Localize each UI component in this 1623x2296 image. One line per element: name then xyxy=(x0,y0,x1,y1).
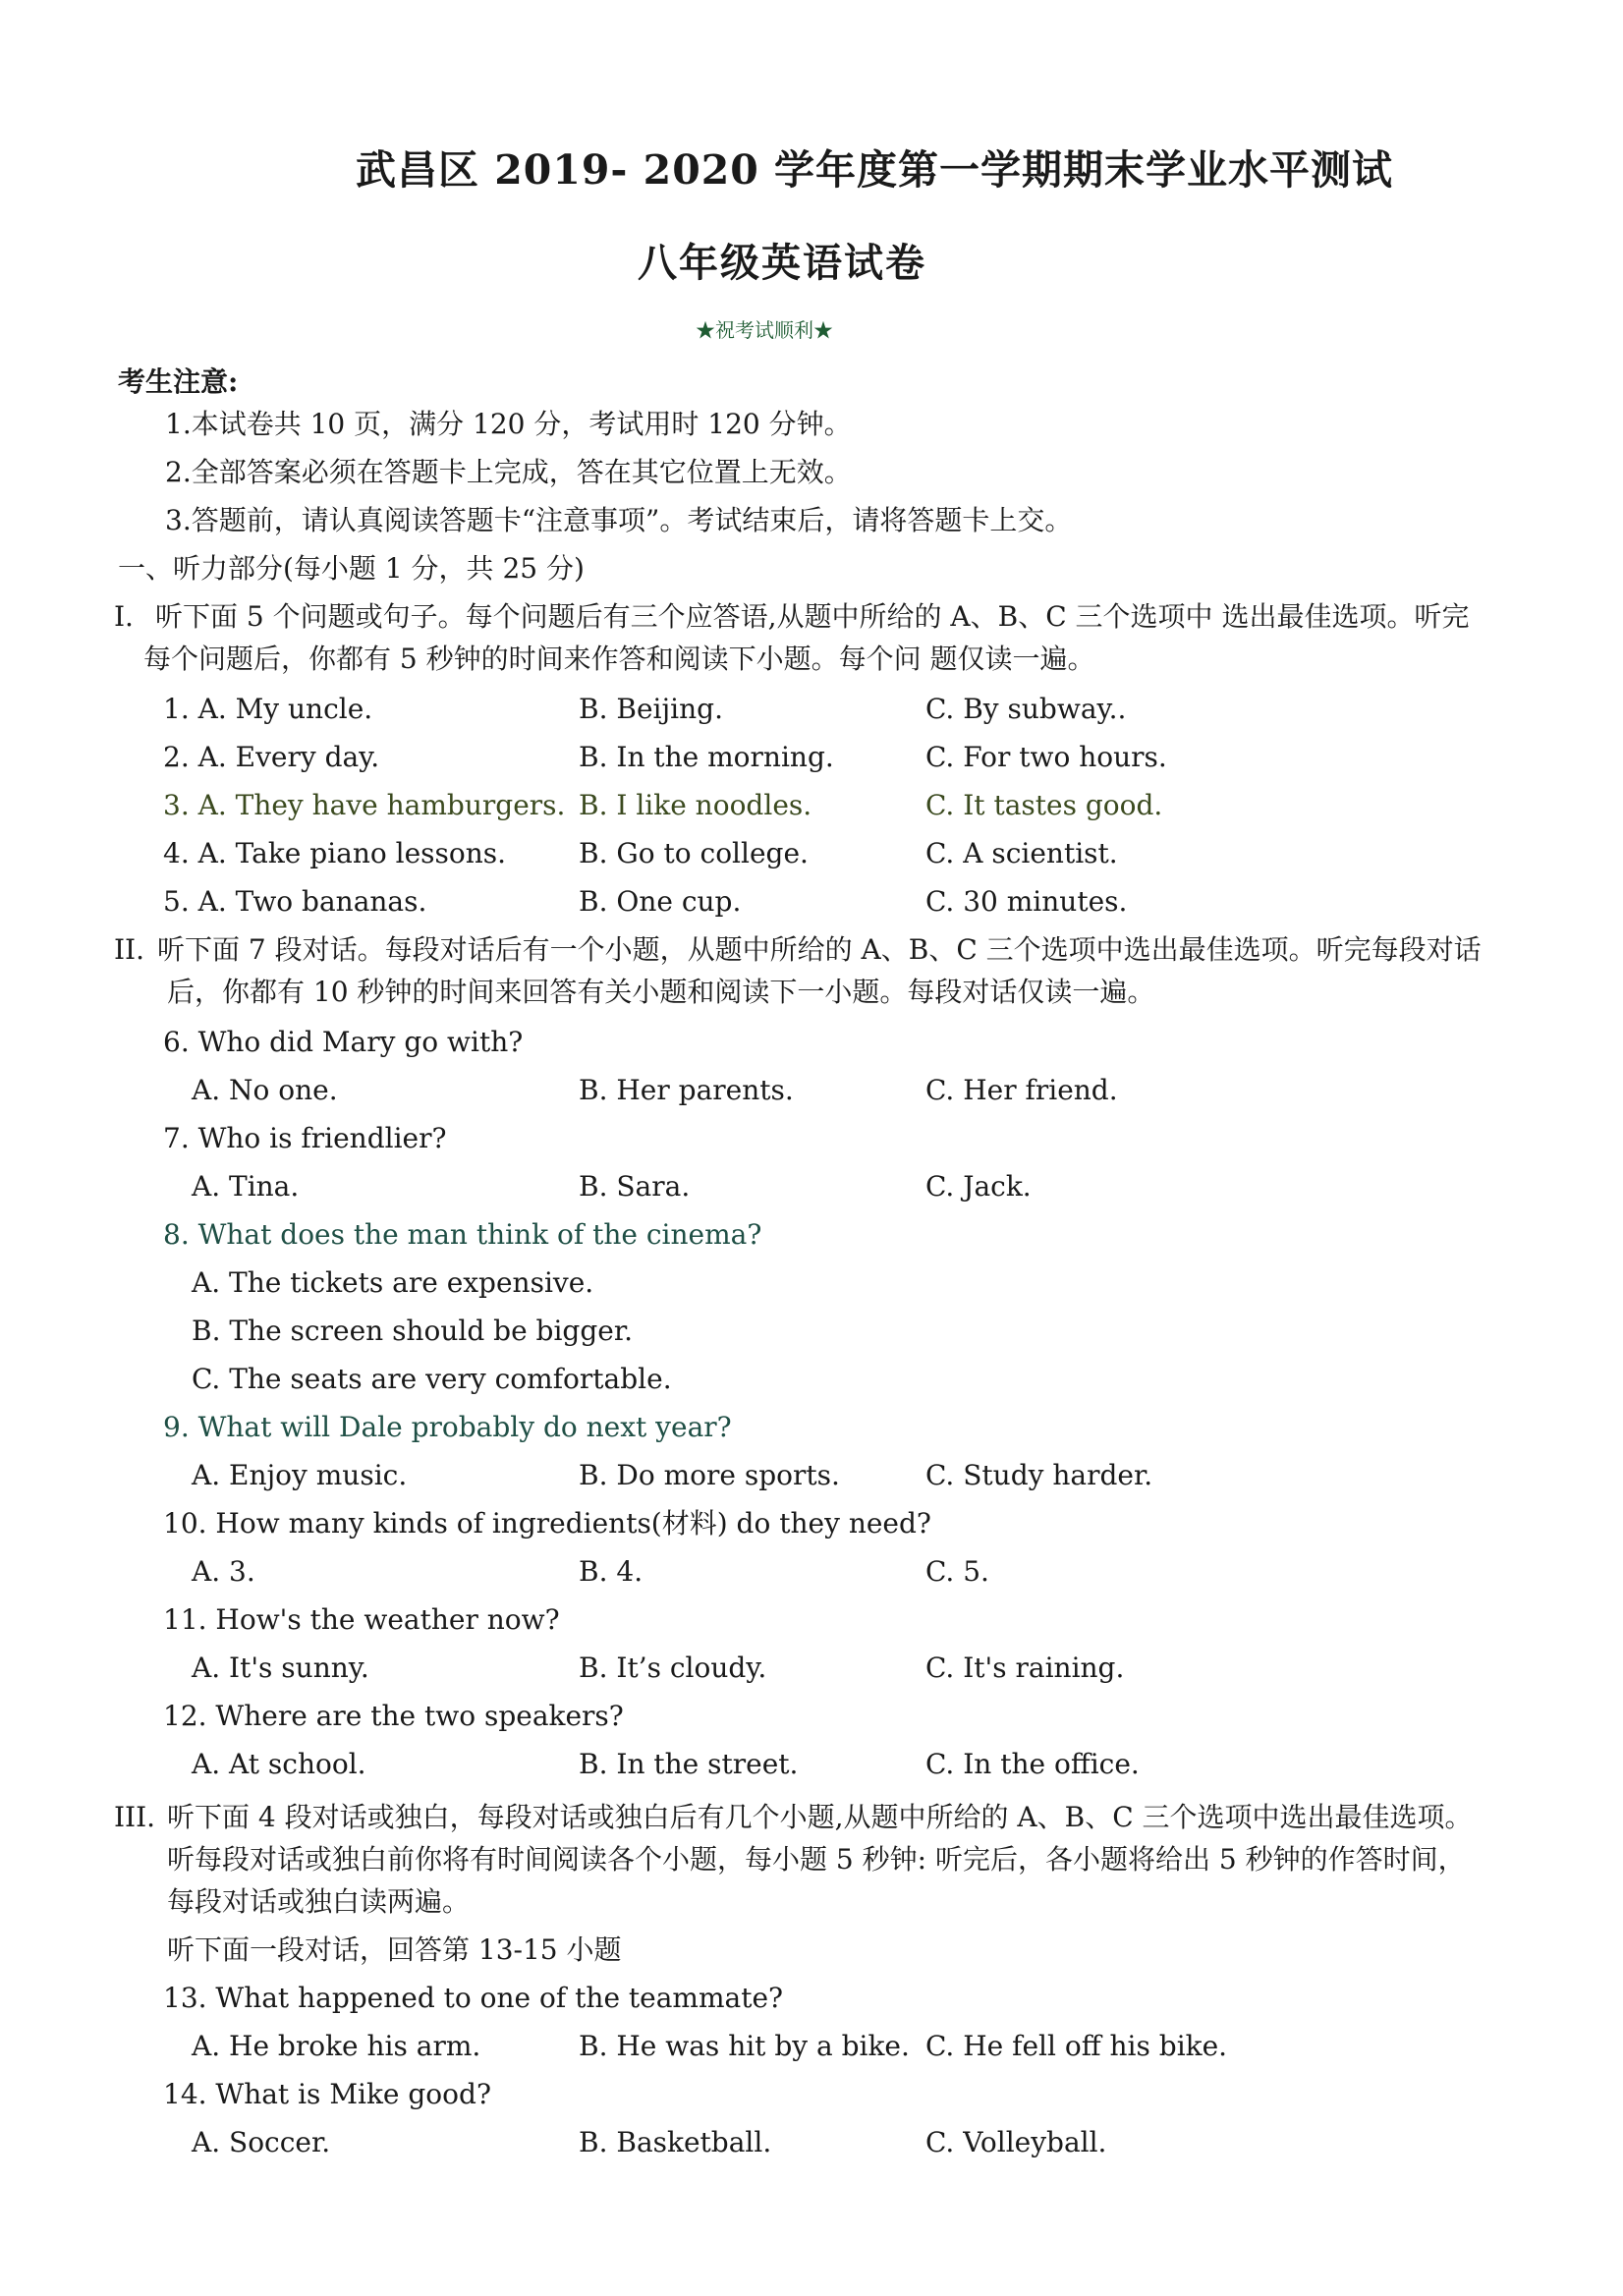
q11-option-c: C. It's raining. xyxy=(925,1652,1125,1684)
q9-question: 9. What will Dale probably do next year? xyxy=(163,1411,732,1443)
q8-option-a: A. The tickets are expensive. xyxy=(192,1266,594,1299)
q7-question: 7. Who is friendlier? xyxy=(163,1122,447,1154)
q12-question: 12. Where are the two speakers? xyxy=(163,1700,624,1732)
q13-option-b: B. He was hit by a bike. xyxy=(579,2030,910,2062)
q4-option-c: C. A scientist. xyxy=(925,837,1118,869)
q9-option-c: C. Study harder. xyxy=(925,1459,1153,1491)
q7-option-a: A. Tina. xyxy=(192,1170,300,1203)
q10-option-b: B. 4. xyxy=(579,1555,644,1588)
q11-question: 11. How's the weather now? xyxy=(163,1603,560,1636)
part3-instruction-line3: 每段对话或独白读两遍。 xyxy=(167,1885,471,1918)
q6-option-c: C. Her friend. xyxy=(925,1074,1118,1106)
q3-option-a: 3. A. They have hamburgers. xyxy=(163,789,566,821)
notice-item-3: 3.答题前，请认真阅读答题卡“注意事项”。考试结束后，请将答题卡上交。 xyxy=(165,504,1073,536)
notice-heading: 考生注意: xyxy=(118,365,239,398)
part3-label: III. xyxy=(114,1801,156,1833)
q2-option-a: 2. A. Every day. xyxy=(163,741,380,773)
q13-option-c: C. He fell off his bike. xyxy=(925,2030,1228,2062)
q10-question: 10. How many kinds of ingredients(材料) do they need? xyxy=(163,1507,931,1540)
q13-question: 13. What happened to one of the teammate? xyxy=(163,1982,784,2014)
q9-option-b: B. Do more sports. xyxy=(579,1459,840,1491)
q8-option-c: C. The seats are very comfortable. xyxy=(192,1363,672,1395)
part3-instruction-line1: 听下面 4 段对话或独白，每段对话或独白后有几个小题,从题中所给的 A、B、C 三个选项中选出最佳选项。 xyxy=(167,1801,1473,1833)
q7-option-c: C. Jack. xyxy=(925,1170,1032,1203)
notice-item-1: 1.本试卷共 10 页，满分 120 分，考试用时 120 分钟。 xyxy=(165,408,852,440)
exam-subtitle: 八年级英语试卷 xyxy=(638,240,926,286)
q5-option-a: 5. A. Two bananas. xyxy=(163,885,427,918)
q6-question: 6. Who did Mary go with? xyxy=(163,1026,524,1058)
q11-option-b: B. It’s cloudy. xyxy=(579,1652,767,1684)
part3-dialogue-intro: 听下面一段对话，回答第 13-15 小题 xyxy=(167,1933,622,1966)
q12-option-c: C. In the office. xyxy=(925,1748,1140,1780)
q1-option-a: 1. A. My uncle. xyxy=(163,693,373,725)
q12-option-b: B. In the street. xyxy=(579,1748,799,1780)
q5-option-b: B. One cup. xyxy=(579,885,742,918)
q14-option-a: A. Soccer. xyxy=(192,2126,331,2158)
q3-option-b: B. I like noodles. xyxy=(579,789,812,821)
q10-option-c: C. 5. xyxy=(925,1555,989,1588)
q10-option-a: A. 3. xyxy=(192,1555,255,1588)
q14-question: 14. What is Mike good? xyxy=(163,2078,491,2110)
q8-question: 8. What does the man think of the cinema? xyxy=(163,1218,762,1251)
part1-label: I. xyxy=(114,600,134,633)
q5-option-c: C. 30 minutes. xyxy=(925,885,1128,918)
part3-instruction-line2: 听每段对话或独白前你将有时间阅读各个小题，每小题 5 秒钟: 听完后，各小题将给出 5 秒钟的作答时间， xyxy=(167,1843,1466,1876)
q2-option-c: C. For two hours. xyxy=(925,741,1167,773)
q4-option-b: B. Go to college. xyxy=(579,837,809,869)
q3-option-c: C. It tastes good. xyxy=(925,789,1163,821)
part1-instruction-line2: 每个问题后，你都有 5 秒钟的时间来作答和阅读下小题。每个问 题仅读一遍。 xyxy=(143,643,1095,675)
q7-option-b: B. Sara. xyxy=(579,1170,691,1203)
part1-instruction-line1: 听下面 5 个问题或句子。每个问题后有三个应答语,从题中所给的 A、B、C 三个选项中 选出最佳选项。听完 xyxy=(155,600,1470,633)
exam-title: 武昌区 2019- 2020 学年度第一学期期末学业水平测试 xyxy=(356,146,1394,194)
q13-option-a: A. He broke his arm. xyxy=(192,2030,481,2062)
q14-option-b: B. Basketball. xyxy=(579,2126,772,2158)
q11-option-a: A. It's sunny. xyxy=(192,1652,369,1684)
q1-option-c: C. By subway.. xyxy=(925,693,1127,725)
notice-item-2: 2.全部答案必须在答题卡上完成，答在其它位置上无效。 xyxy=(165,456,852,488)
q1-option-b: B. Beijing. xyxy=(579,693,723,725)
q8-option-b: B. The screen should be bigger. xyxy=(192,1315,634,1347)
q6-option-b: B. Her parents. xyxy=(579,1074,794,1106)
part2-instruction-line1: 听下面 7 段对话。每段对话后有一个小题，从题中所给的 A、B、C 三个选项中选出最佳选项。听完每段对话 xyxy=(157,933,1482,966)
part2-instruction-line2: 后，你都有 10 秒钟的时间来回答有关小题和阅读下一小题。每段对话仅读一遍。 xyxy=(167,976,1155,1008)
q14-option-c: C. Volleyball. xyxy=(925,2126,1107,2158)
q6-option-a: A. No one. xyxy=(192,1074,338,1106)
section-listening-heading: 一、听力部分(每小题 1 分，共 25 分) xyxy=(118,552,585,585)
q4-option-a: 4. A. Take piano lessons. xyxy=(163,837,507,869)
q12-option-a: A. At school. xyxy=(192,1748,366,1780)
q2-option-b: B. In the morning. xyxy=(579,741,834,773)
part2-label: II. xyxy=(114,933,145,966)
q9-option-a: A. Enjoy music. xyxy=(192,1459,408,1491)
good-luck-note: ★祝考试顺利★ xyxy=(696,318,833,342)
